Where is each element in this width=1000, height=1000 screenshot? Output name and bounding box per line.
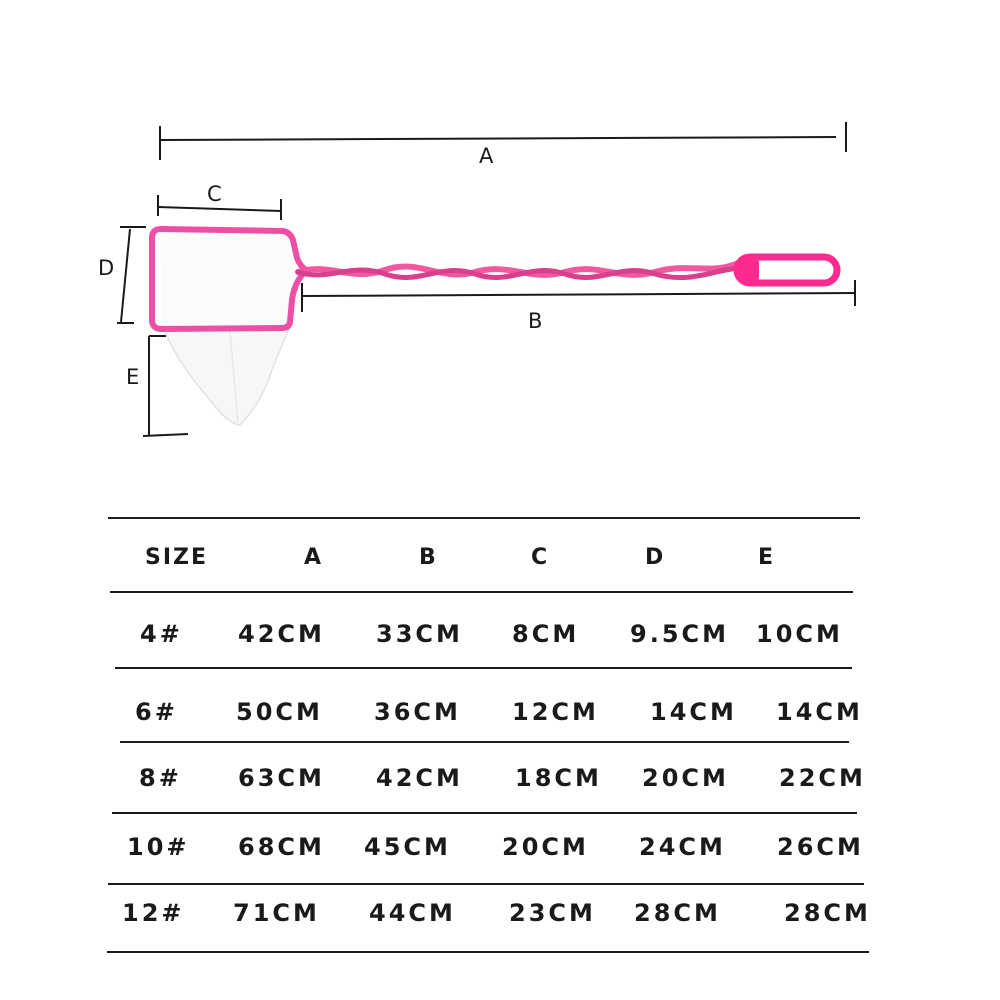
table-cell: 4# (140, 620, 183, 648)
table-cell: 71CM (233, 899, 320, 927)
dimension-d-line (117, 227, 146, 323)
table-cell: 9.5CM (630, 620, 730, 648)
table-cell: 68CM (238, 833, 325, 861)
net-mesh-inner (160, 232, 290, 326)
table-cell: 14CM (650, 698, 737, 726)
table-cell: 28CM (784, 899, 871, 927)
table-rule (112, 812, 857, 814)
header-a: A (304, 545, 324, 570)
table-cell: 6# (135, 698, 178, 726)
dimension-a-line (160, 122, 846, 160)
table-cell: 33CM (376, 620, 463, 648)
table-cell: 14CM (776, 698, 863, 726)
header-c: C (531, 545, 550, 570)
table-cell: 18CM (515, 764, 602, 792)
table-cell: 10# (127, 833, 190, 861)
table-cell: 28CM (634, 899, 721, 927)
table-cell: 36CM (374, 698, 461, 726)
table-rule (107, 951, 869, 953)
table-cell: 22CM (779, 764, 866, 792)
table-rule (120, 741, 849, 743)
net-mesh (163, 326, 290, 425)
label-b: B (528, 309, 544, 333)
table-cell: 50CM (236, 698, 323, 726)
table-cell: 42CM (238, 620, 325, 648)
table-cell: 42CM (376, 764, 463, 792)
table-cell: 45CM (364, 833, 451, 861)
table-rule (110, 591, 853, 593)
table-cell: 8CM (512, 620, 580, 648)
table-rule (108, 883, 864, 885)
label-a: A (479, 144, 495, 168)
header-e: E (758, 545, 776, 570)
table-rule (108, 517, 860, 519)
table-cell: 24CM (639, 833, 726, 861)
twisted-handle (298, 262, 740, 278)
table-cell: 8# (139, 764, 182, 792)
table-cell: 23CM (509, 899, 596, 927)
header-b: B (419, 545, 438, 570)
table-cell: 26CM (777, 833, 864, 861)
table-cell: 10CM (756, 620, 843, 648)
table-cell: 63CM (238, 764, 325, 792)
table-cell: 12# (122, 899, 185, 927)
table-cell: 12CM (512, 698, 599, 726)
label-c: C (207, 182, 223, 206)
label-d: D (98, 256, 116, 280)
fish-net-diagram (0, 0, 1000, 470)
label-e: E (126, 365, 141, 389)
header-d: D (645, 545, 666, 570)
table-cell: 44CM (369, 899, 456, 927)
table-cell: 20CM (502, 833, 589, 861)
table-rule (115, 667, 852, 669)
table-cell: 20CM (642, 764, 729, 792)
header-size: SIZE (145, 545, 209, 570)
